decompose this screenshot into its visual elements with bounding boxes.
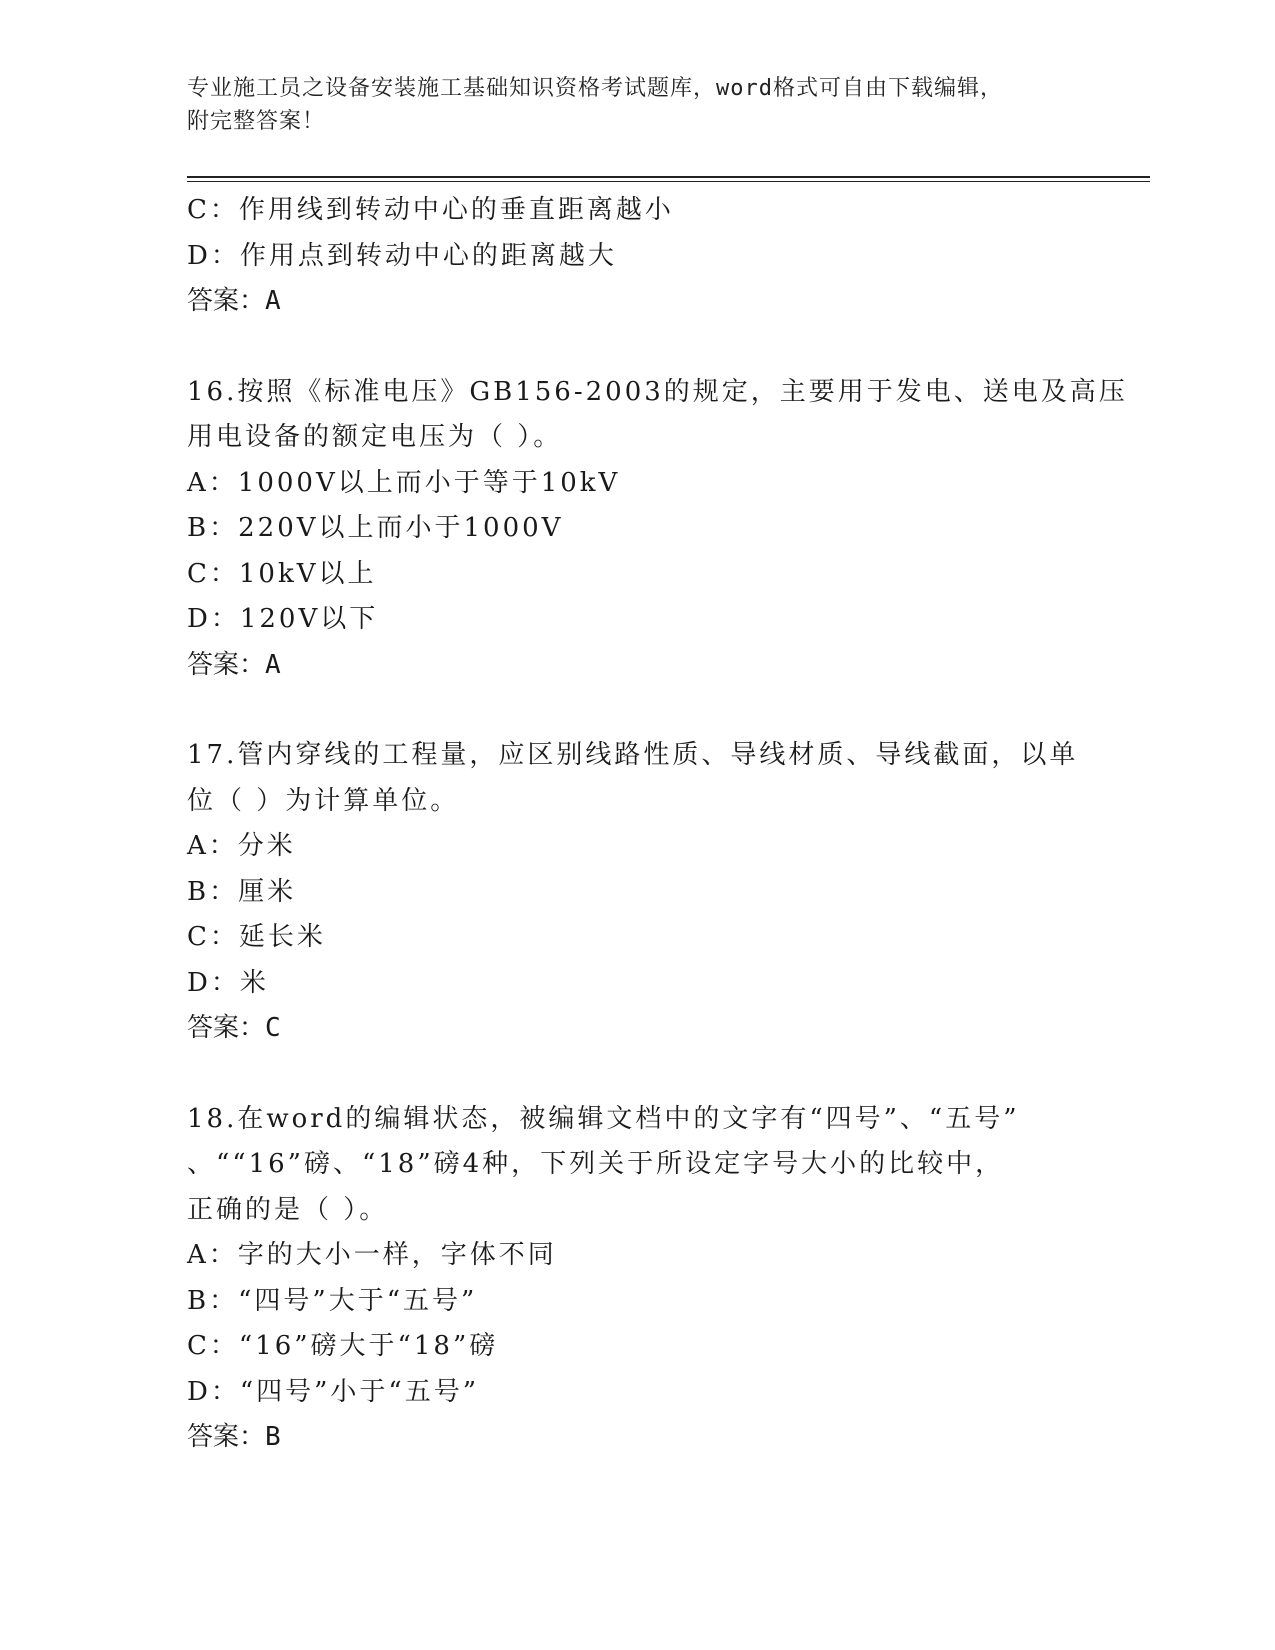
answer-line: [187, 1415, 1127, 1461]
answer-label: 答案：: [187, 1422, 266, 1452]
answer-label: 答案：: [187, 1013, 266, 1043]
answer-value: A: [265, 286, 281, 316]
option-d: D：米: [187, 967, 269, 998]
question-16: [187, 370, 1127, 689]
question-17: [187, 733, 1127, 1052]
option-c: C：作用线到转动中心的垂直距离越小: [187, 195, 674, 225]
answer-line: [187, 279, 1127, 325]
option-a: A：字的大小一样，字体不同: [187, 1240, 557, 1270]
answer-value: C: [265, 1013, 281, 1043]
answer-line: [187, 1006, 1127, 1052]
option-b: B：“四号”大于“五号”: [187, 1285, 478, 1316]
option-d: D：“四号”小于“五号”: [187, 1376, 480, 1407]
document-body: [187, 188, 1127, 1461]
question-stem: 位（ ）为计算单位。: [187, 785, 460, 816]
answer-line: [187, 643, 1127, 689]
option-b: B：厘米: [187, 876, 297, 907]
header-rule-thin: [187, 181, 1150, 182]
option-c: C：“16”磅大于“18”磅: [187, 1331, 499, 1361]
header-line-1: 专业施工员之设备安装施工基础知识资格考试题库，word格式可自由下载编辑，: [187, 76, 1003, 101]
spacer: [187, 1052, 1127, 1097]
option-c: C：延长米: [187, 922, 326, 952]
header-line-2: 附完整答案！: [187, 109, 326, 134]
question-18: [187, 1097, 1127, 1461]
answer-label: 答案：: [187, 649, 266, 680]
answer-value: B: [265, 1422, 281, 1452]
question-15-tail: [187, 188, 1127, 325]
answer-value: A: [265, 649, 281, 680]
page-header: [187, 72, 1087, 138]
question-stem: 、““16”磅、“18”磅4种，下列关于所设定字号大小的比较中，: [187, 1149, 1005, 1179]
option-b: B：220V以上而小于1000V: [187, 513, 564, 543]
option-a: A：1000V以上而小于等于10kV: [187, 467, 621, 498]
option-a: A：分米: [187, 831, 296, 861]
spacer: [187, 688, 1127, 733]
header-rule-thick: [187, 176, 1150, 178]
option-d: D：作用点到转动中心的距离越大: [187, 240, 617, 271]
option-d: D：120V以下: [187, 604, 379, 634]
question-stem: 16.按照《标准电压》GB156-2003的规定，主要用于发电、送电及高压: [187, 376, 1128, 407]
question-stem: 17.管内穿线的工程量，应区别线路性质、导线材质、导线截面，以单: [187, 740, 1079, 770]
question-stem: 用电设备的额定电压为（ ）。: [187, 422, 563, 452]
option-c: C：10kV以上: [187, 558, 377, 589]
answer-label: 答案：: [187, 286, 266, 316]
question-stem: 18.在word的编辑状态，被编辑文档中的文字有“四号”、“五号”: [187, 1103, 1020, 1134]
spacer: [187, 325, 1127, 370]
question-stem: 正确的是（ ）。: [187, 1194, 389, 1225]
